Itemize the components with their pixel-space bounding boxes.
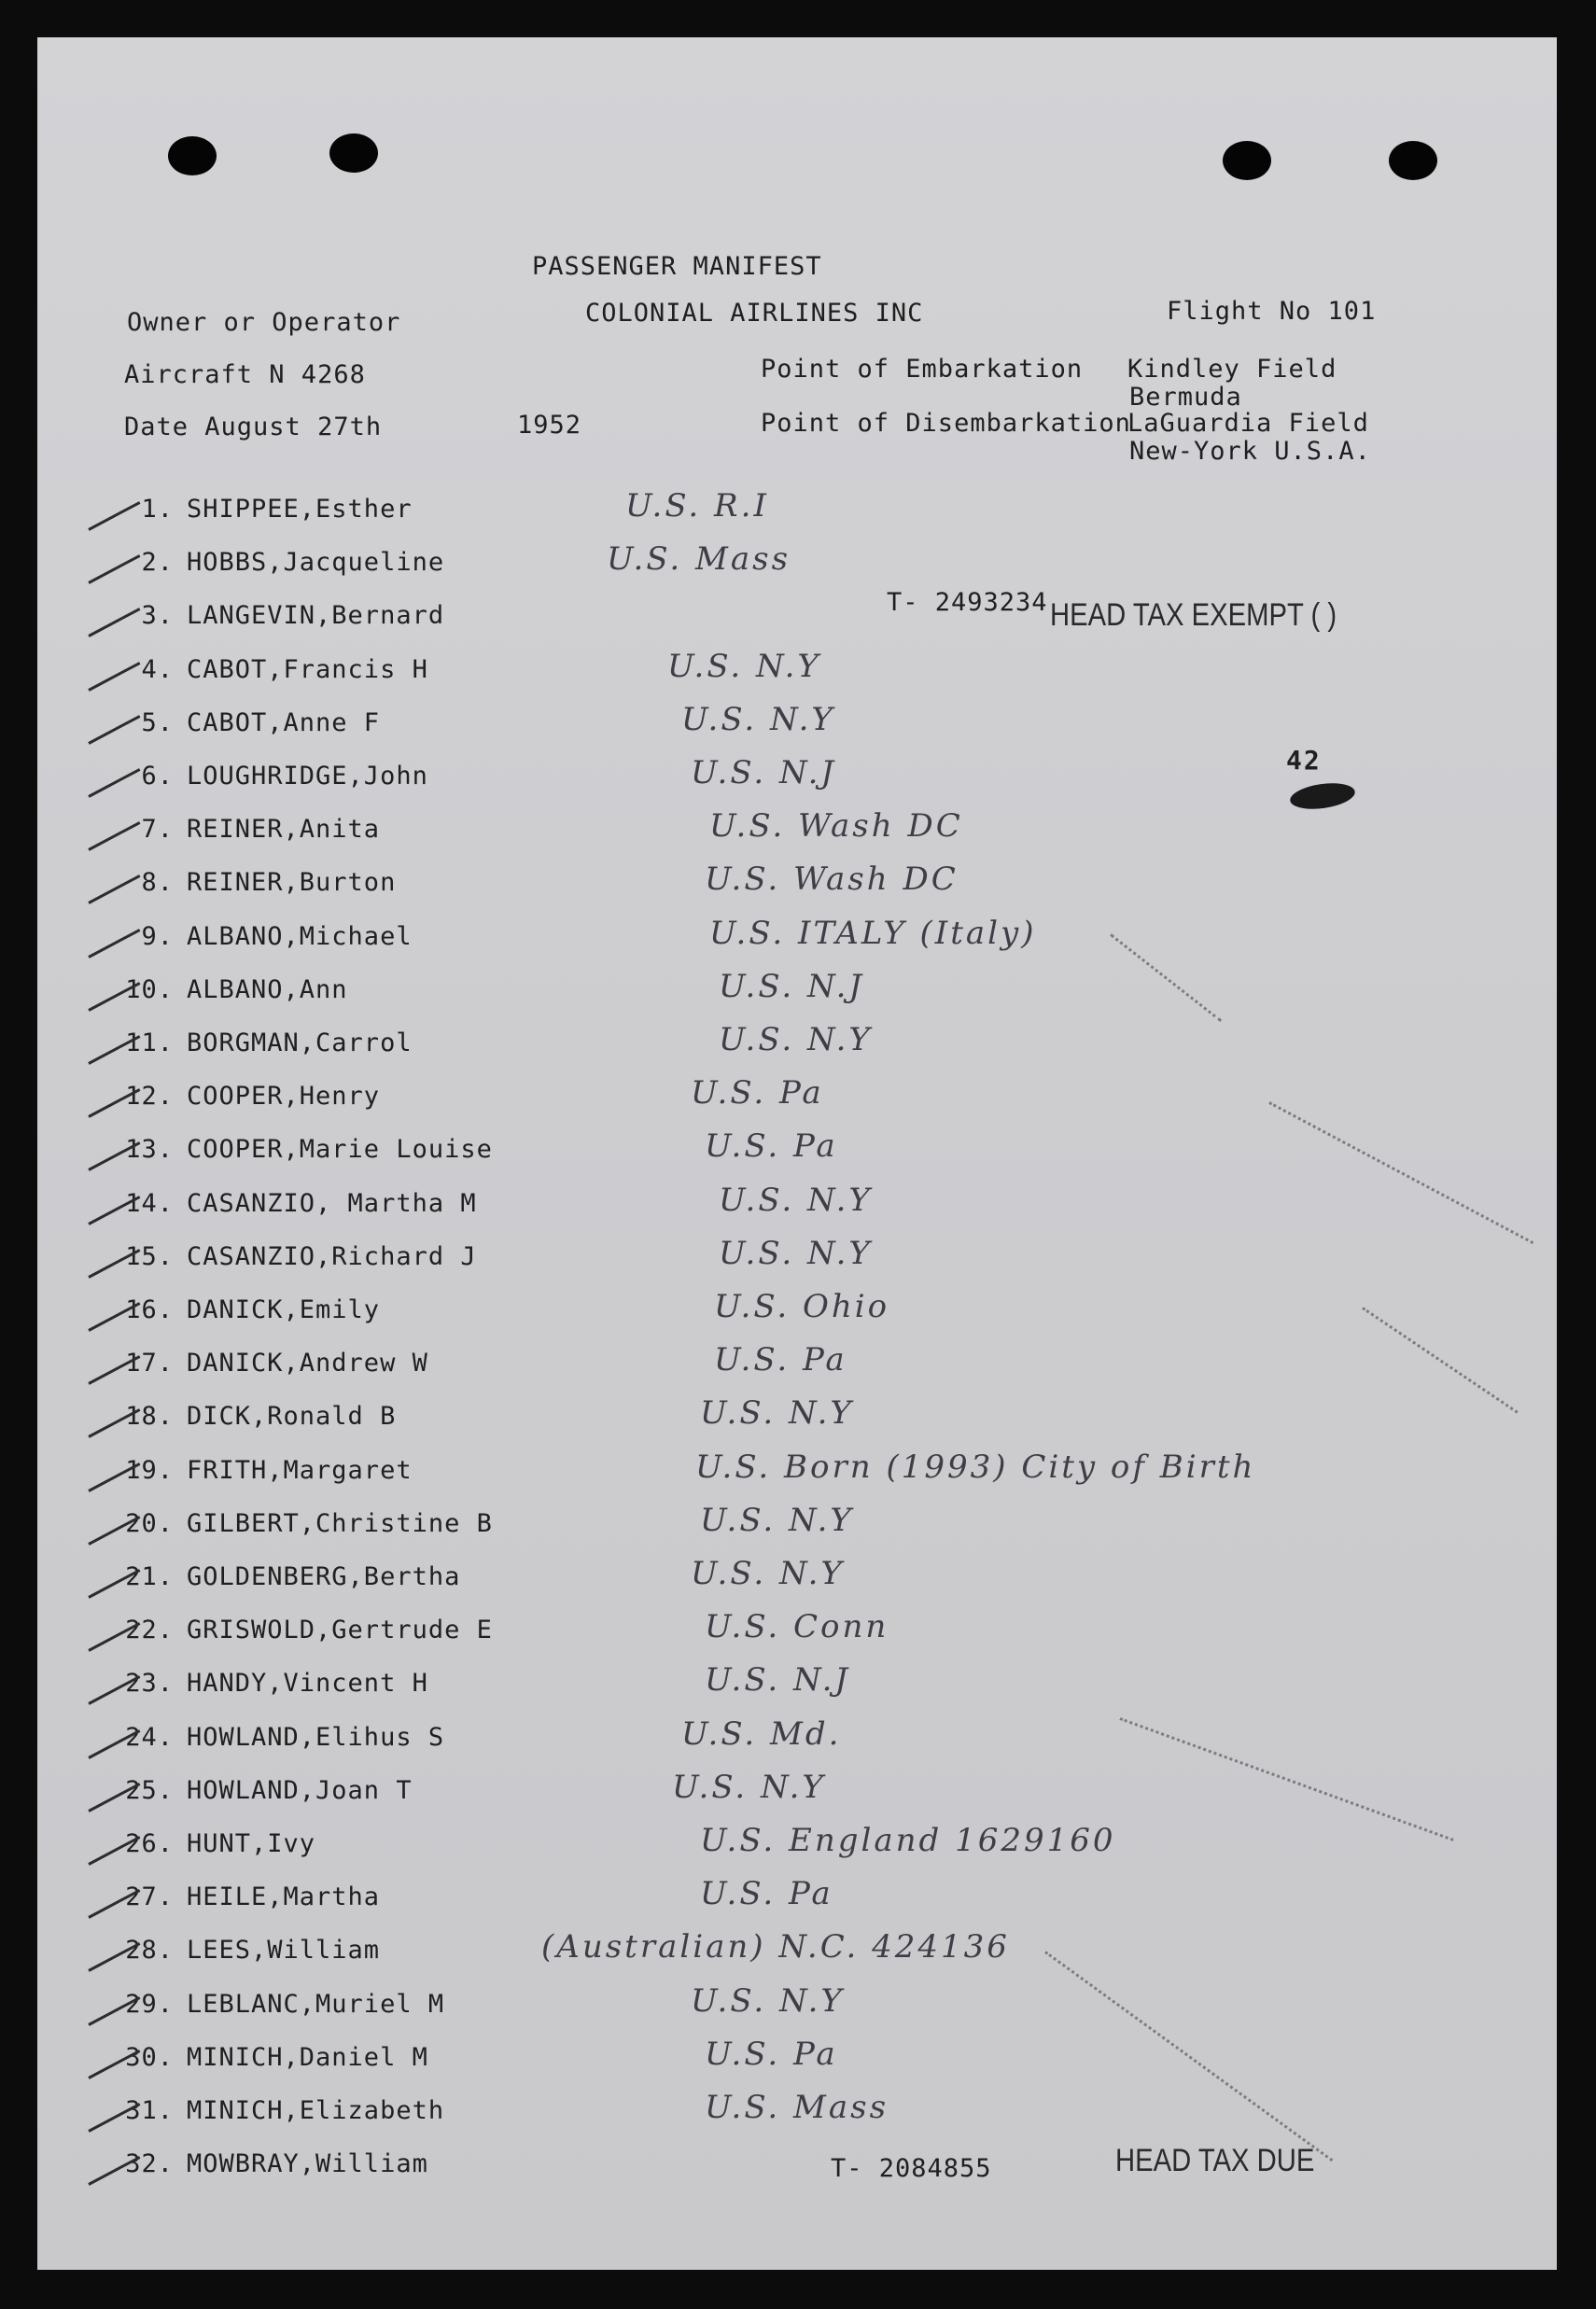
passenger-row bbox=[116, 1616, 493, 1644]
handwritten-note: U.S. Wash DC bbox=[705, 861, 959, 899]
page-number: 42 bbox=[1286, 745, 1322, 776]
passenger-row bbox=[116, 922, 413, 951]
passenger-name: SHIPPEE,Esther bbox=[187, 495, 413, 524]
handwritten-note: U.S. N.Y bbox=[719, 1181, 873, 1219]
disembarkation-place: LaGuardia Field bbox=[1127, 409, 1369, 438]
ticket-number-stamp: T- 2493234 bbox=[887, 588, 1048, 617]
passenger-row bbox=[116, 495, 413, 524]
passenger-number: 13. bbox=[125, 1135, 174, 1165]
passenger-name: MOWBRAY,William bbox=[187, 2149, 428, 2179]
ticket-number-stamp-2: T- 2084855 bbox=[831, 2154, 992, 2183]
passenger-row bbox=[116, 868, 396, 897]
handwritten-note: (Australian) N.C. 424136 bbox=[541, 1928, 1010, 1966]
passenger-number: 15. bbox=[125, 1241, 174, 1271]
passenger-number: 32. bbox=[125, 2149, 174, 2179]
passenger-name: GILBERT,Christine B bbox=[187, 1508, 493, 1538]
passenger-row bbox=[116, 975, 348, 1004]
passenger-number: 16. bbox=[125, 1295, 174, 1324]
passenger-number: 8. bbox=[141, 868, 174, 898]
passenger-number: 9. bbox=[141, 921, 174, 951]
flight-number: Flight No 101 bbox=[1167, 297, 1377, 326]
passenger-number: 29. bbox=[125, 1989, 174, 2019]
disembarkation-label: Point of Disembarkation bbox=[761, 409, 1131, 438]
passenger-name: ALBANO,Michael bbox=[187, 921, 413, 951]
passenger-name: COOPER,Marie Louise bbox=[187, 1135, 493, 1165]
handwritten-note: U.S. Pa bbox=[705, 2035, 838, 2073]
passenger-number: 5. bbox=[141, 707, 174, 737]
dotted-mark bbox=[1110, 933, 1222, 1022]
passenger-number: 21. bbox=[125, 1562, 174, 1591]
handwritten-note: U.S. Pa bbox=[714, 1341, 847, 1379]
passenger-row bbox=[116, 2149, 428, 2178]
passenger-name: GOLDENBERG,Bertha bbox=[187, 1562, 461, 1591]
passenger-name: LEES,William bbox=[187, 1936, 381, 1966]
passenger-name: LEBLANC,Muriel M bbox=[187, 1989, 445, 2019]
passenger-row bbox=[116, 548, 444, 577]
handwritten-note: U.S. N.J bbox=[719, 967, 865, 1005]
passenger-row bbox=[116, 2043, 428, 2072]
handwritten-note: U.S. N.Y bbox=[672, 1768, 826, 1806]
passenger-name: LANGEVIN,Bernard bbox=[187, 601, 445, 631]
manifest-title: PASSENGER MANIFEST bbox=[532, 252, 822, 281]
ink-blot bbox=[1289, 779, 1357, 812]
passenger-number: 19. bbox=[125, 1455, 174, 1485]
passenger-row bbox=[116, 1456, 413, 1485]
passenger-number: 23. bbox=[125, 1669, 174, 1699]
passenger-number: 20. bbox=[125, 1508, 174, 1538]
passenger-number: 26. bbox=[125, 1829, 174, 1858]
passenger-name: HOWLAND,Joan T bbox=[187, 1775, 413, 1805]
passenger-number: 11. bbox=[125, 1029, 174, 1057]
passenger-name: LOUGHRIDGE,John bbox=[187, 762, 428, 791]
passenger-name: CABOT,Francis H bbox=[187, 654, 428, 684]
handwritten-note: U.S. Mass bbox=[705, 2089, 889, 2126]
passenger-row bbox=[116, 1082, 380, 1111]
passenger-name: GRISWOLD,Gertrude E bbox=[187, 1616, 493, 1645]
passenger-name: REINER,Burton bbox=[187, 868, 397, 898]
passenger-row bbox=[116, 1882, 380, 1911]
manifest-year: 1952 bbox=[517, 411, 582, 440]
passenger-name: BORGMAN,Carrol bbox=[187, 1029, 413, 1057]
passenger-name: FRITH,Margaret bbox=[187, 1455, 413, 1485]
passenger-number: 10. bbox=[125, 974, 174, 1004]
handwritten-note: U.S. N.Y bbox=[719, 1234, 873, 1272]
handwritten-note: U.S. Pa bbox=[705, 1127, 838, 1166]
passenger-row bbox=[116, 1349, 428, 1378]
owner-label: Owner or Operator bbox=[127, 308, 401, 337]
dotted-mark bbox=[1044, 1951, 1333, 2162]
passenger-row bbox=[116, 1029, 413, 1057]
passenger-row bbox=[116, 1776, 413, 1805]
passenger-number: 4. bbox=[141, 654, 174, 684]
passenger-name: HANDY,Vincent H bbox=[187, 1669, 428, 1699]
passenger-number: 27. bbox=[125, 1882, 174, 1912]
passenger-row bbox=[116, 1295, 380, 1324]
passenger-name: REINER,Anita bbox=[187, 815, 381, 845]
handwritten-note: U.S. ITALY (Italy) bbox=[709, 914, 1037, 952]
handwritten-note: U.S. N.Y bbox=[700, 1394, 854, 1433]
handwritten-note: U.S. Mass bbox=[607, 540, 791, 579]
passenger-row bbox=[116, 601, 444, 630]
passenger-name: HUNT,Ivy bbox=[187, 1829, 316, 1858]
passenger-name: DANICK,Emily bbox=[187, 1295, 381, 1324]
passenger-name: DANICK,Andrew W bbox=[187, 1349, 428, 1378]
passenger-row bbox=[116, 655, 428, 684]
passenger-number: 24. bbox=[125, 1722, 174, 1752]
passenger-number: 18. bbox=[125, 1402, 174, 1432]
handwritten-note: U.S. Pa bbox=[700, 1875, 833, 1913]
passenger-number: 1. bbox=[141, 495, 174, 524]
handwritten-note: U.S. N.Y bbox=[691, 1981, 845, 2020]
passenger-number: 31. bbox=[125, 2096, 174, 2125]
head-tax-due-stamp: HEAD TAX DUE bbox=[1115, 2143, 1315, 2178]
handwritten-note: U.S. Born (1993) City of Birth bbox=[695, 1448, 1256, 1486]
punch-hole-1 bbox=[168, 136, 217, 175]
passenger-number: 22. bbox=[125, 1616, 174, 1645]
handwritten-note: U.S. England 1629160 bbox=[700, 1822, 1116, 1859]
passenger-row bbox=[116, 1135, 493, 1164]
passenger-row bbox=[116, 1189, 477, 1218]
passenger-row bbox=[116, 1936, 380, 1965]
passenger-number: 17. bbox=[125, 1349, 174, 1378]
passenger-name: HOBBS,Jacqueline bbox=[187, 548, 445, 578]
handwritten-note: U.S. Md. bbox=[681, 1714, 842, 1753]
handwritten-note: U.S. N.Y bbox=[700, 1501, 854, 1539]
passenger-row bbox=[116, 1669, 428, 1698]
passenger-name: CASANZIO,Richard J bbox=[187, 1241, 477, 1271]
passenger-number: 28. bbox=[125, 1936, 174, 1966]
handwritten-note: U.S. Pa bbox=[691, 1074, 824, 1113]
passenger-name: MINICH,Daniel M bbox=[187, 2042, 428, 2072]
passenger-name: ALBANO,Ann bbox=[187, 974, 348, 1004]
handwritten-note: U.S. R.I bbox=[625, 487, 769, 525]
handwritten-note: U.S. N.Y bbox=[681, 700, 835, 738]
passenger-name: MINICH,Elizabeth bbox=[187, 2096, 445, 2125]
owner-name: COLONIAL AIRLINES INC bbox=[585, 299, 924, 328]
passenger-number: 30. bbox=[125, 2042, 174, 2072]
dotted-mark bbox=[1119, 1717, 1453, 1841]
dotted-mark bbox=[1362, 1307, 1518, 1413]
passenger-row bbox=[116, 1990, 444, 2019]
passenger-number: 2. bbox=[141, 548, 174, 578]
passenger-number: 6. bbox=[141, 762, 174, 791]
disembarkation-country: New-York U.S.A. bbox=[1129, 437, 1371, 466]
passenger-name: HOWLAND,Elihus S bbox=[187, 1722, 445, 1752]
passenger-name: CABOT,Anne F bbox=[187, 707, 381, 737]
passenger-row bbox=[116, 1509, 493, 1538]
passenger-number: 25. bbox=[125, 1775, 174, 1805]
passenger-name: HEILE,Martha bbox=[187, 1882, 381, 1912]
aircraft-id: Aircraft N 4268 bbox=[124, 360, 366, 389]
passenger-name: COOPER,Henry bbox=[187, 1082, 381, 1112]
punch-hole-2 bbox=[329, 133, 378, 173]
handwritten-note: U.S. Conn bbox=[705, 1608, 889, 1646]
handwritten-note: U.S. N.Y bbox=[719, 1021, 873, 1058]
passenger-number: 7. bbox=[141, 815, 174, 845]
passenger-number: 3. bbox=[141, 601, 174, 631]
passenger-row bbox=[116, 708, 380, 737]
passenger-row bbox=[116, 815, 380, 844]
head-tax-exempt-stamp: HEAD TAX EXEMPT ( ) bbox=[1050, 597, 1337, 633]
handwritten-note: U.S. N.Y bbox=[667, 647, 821, 685]
punch-hole-3 bbox=[1223, 141, 1271, 180]
handwritten-note: U.S. N.J bbox=[705, 1661, 851, 1700]
passenger-row bbox=[116, 1829, 315, 1858]
punch-hole-4 bbox=[1389, 141, 1437, 180]
passenger-name: DICK,Ronald B bbox=[187, 1402, 397, 1432]
passenger-row bbox=[116, 1402, 396, 1431]
handwritten-note: U.S. Wash DC bbox=[709, 807, 963, 846]
handwritten-note: U.S. N.J bbox=[691, 754, 837, 791]
passenger-number: 12. bbox=[125, 1082, 174, 1112]
manifest-date: Date August 27th bbox=[124, 413, 383, 441]
embarkation-label: Point of Embarkation bbox=[761, 355, 1084, 384]
embarkation-country: Bermuda bbox=[1129, 383, 1242, 412]
handwritten-note: U.S. Ohio bbox=[714, 1288, 890, 1325]
passenger-row bbox=[116, 762, 428, 791]
passenger-row bbox=[116, 1242, 477, 1271]
passenger-number: 14. bbox=[125, 1188, 174, 1218]
passenger-row bbox=[116, 2096, 444, 2125]
passenger-row bbox=[116, 1562, 460, 1591]
passenger-name: CASANZIO, Martha M bbox=[187, 1188, 477, 1218]
passenger-row bbox=[116, 1723, 444, 1752]
embarkation-place: Kindley Field bbox=[1127, 355, 1337, 384]
handwritten-note: U.S. N.Y bbox=[691, 1555, 845, 1592]
dotted-mark bbox=[1268, 1101, 1533, 1244]
